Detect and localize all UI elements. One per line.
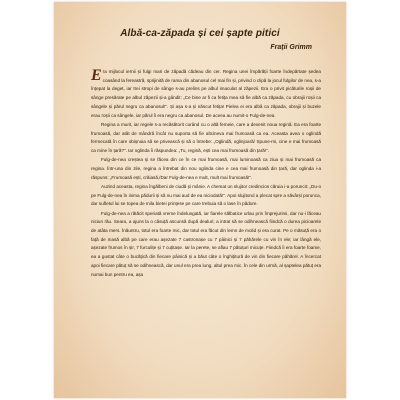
paragraph-3: Fulg-de-nea creștea și se făcea din ce în ce mai frumoasă, mai luminoasă ca ziua și mai frumoasă ca regina. Într-una din zile, regina a întrebat din nou oglinda cine e cea mai frumoasă din țară, dar oglinda i-a răspuns: „Frumoasă ești, crăiasă,/Dar Fulg-de-nea e mult, mult mai frumoasă!". xyxy=(91,157,321,180)
document-title: Albă-ca-zăpada și cei șapte pitici xyxy=(120,28,280,39)
paragraph-2: Regina a murit, iar regele s-a recăsătorit curând cu o altă femeie, care a devenit noua regină. Ea era foarte frumoasă, dar atât de mândră încât nu suporta să fie altcineva mai frumoasă ca ea. Aceasta avea o oglindă fermecată în care obișnuia să se privească și să o întrebe: „Oglindă, oglinjoară/ Spune-mi, cine e mai frumoasă ca mine în țară?". Iar oglinda îi răspundea: „Tu, regină, ești cea mai frumoasă din țară!". xyxy=(91,121,321,153)
document-body xyxy=(91,68,321,279)
paragraph-5: Fulg-de-nea a rătăcit speriată vreme îndelungată, iar fiarele sălbatice urlau prin împrejurimi, dar nu-i făceau niciun rău. Seara, a ajuns la o căsuță ascunsă după dealuri; a intrat să se odihnească fiindcă o durea picioarele de atâta mers. Înăuntru, totul era foarte mic, dar totul era făcut din lemn de molid și era curat. Pe o măsuță era o față de masă albă pe care erau așezate 7 castronașe cu 7 pâinici și 7 păhărele cu vin în ele; iar lângă ele, așezate frumos în șir, 7 furculițe și 7 cuțitașe. Iar la perete, se aflau 7 pătuțuri micuțe. Fiindcă îi era foarte foame, ea a gustat câte o bucățică din fiecare pâinică și a băut câte o înghițitură de vin din fiecare păhărel. A încercat apoi fiecare pătuț să se odihnească, dar unul era prea lung, altul prea mic. În cele din urmă, al șaptelea pătuț era numai bun pentru ea, așa xyxy=(91,210,321,277)
paragraph-1-text: ra mijlocul iernii și fulgi mari de zăpadă cădeau din cer. Regina unei împărății foarte îndepărtate ședea coasând la fereastră, sprijinită de rama din abanosul cel mai fin și, privind o clipă la jocul fulgilor de nea, s-a înțepat la deget, iar trei stropi de sânge s-au prelins pe albul imaculat al zăpezii. Era o privit picăturile roșii de sânge presărate pe albul zăpezii și-a gândit: „Ce bine ar fi ca fetița mea să fie albă ca zăpada, cu obrajii roșii ca sângele și părul negru ca abanosul!". Și așa s-a și născut fetița! Pielea ei era albă ca zăpada, obrajii și buzele erau roșii ca sângele, iar părul îi era negru ca abanosul. De aceea au numit-o Fulg-de-nea. xyxy=(91,69,321,118)
paragraph-4: Auzind aceasta, regina îngălbeni de ciudă și mânie. A chemat un slujitor credincios căruia i-a poruncit: „Du-o pe Fulg-de-nea în inima pădurii și să nu mai aud de ea niciodată!". Apoi slujitorul a plecat spre a săvârși porunca, dar sufletul lui se topea de mila bietei prințese pe care trebuia să o lase în pădure. xyxy=(91,183,321,207)
document-author: Frații Grimm xyxy=(270,44,312,51)
paragraph-1 xyxy=(91,68,321,120)
drop-cap: E xyxy=(91,67,102,84)
document-page xyxy=(54,2,346,398)
